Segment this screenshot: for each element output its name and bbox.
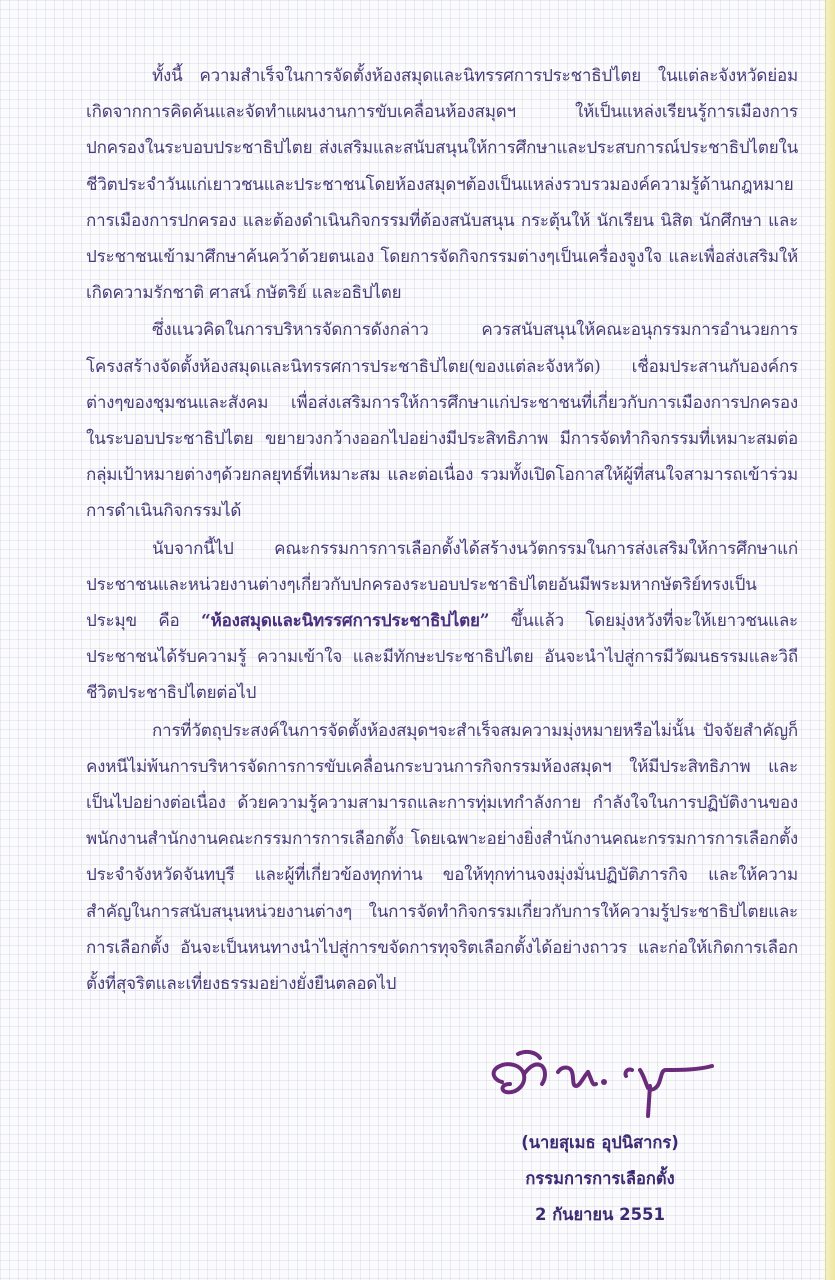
signatory-name: (นายสุเมธ อุปนิสากร) (521, 1133, 679, 1152)
signatory-title: กรรมการการเลือกตั้ง (525, 1169, 675, 1188)
page-edge (825, 0, 835, 1280)
library-name-emphasis: “ห้องสมุดและนิทรรศการประชาธิปไตย” (200, 611, 490, 632)
paragraph-4: การที่วัตถุประสงค์ในการจัดตั้งห้องสมุดฯจะสำเร็จสมความมุ่งหมายหรือไม่นั้น ปัจจัยสำคัญก็คงหนีไม่พ้นการบริหารจัดการการขับเคลื่อนกระบวนการกิจกรรมห้องสมุดฯ ให้มีประสิทธิภาพ และเป็นไปอย่างต่อเนื่อง ด้วยความรู้ความสามารถและการทุ่มเทกำลังกาย กำลังใจในการปฏิบัติงานของพนักงานสำนักงานคณะกรรมการการเลือกตั้ง โดยเฉพาะอย่างยิ่งสำนักงานคณะกรรมการการเลือกตั้งประจำจังหวัดจันทบุรี และผู้ที่เกี่ยวข้องทุกท่าน ขอให้ทุกท่านจงมุ่งมั่นปฏิบัติภารกิจ และให้ความสำคัญในการสนับสนุนหน่วยงานต่างๆ ในการจัดทำกิจกรรมเกี่ยวกับการให้ความรู้ประชาธิปไตยและการเลือกตั้ง อันจะเป็นหนทางนำไปสู่การขจัดการทุจริตเลือกตั้งได้อย่างถาวร และก่อให้เกิดการเลือกตั้งที่สุจริตและเที่ยงธรรมอย่างยั่งยืนตลอดไป (86, 720, 798, 995)
signature-block (470, 1040, 730, 1250)
signature-date: 2 กันยายน 2551 (534, 1205, 666, 1224)
paragraph-3 (86, 531, 798, 712)
paragraph-1: ทั้งนี้ ความสำเร็จในการจัดตั้งห้องสมุดและนิทรรศการประชาธิปไตย ในแต่ละจังหวัดย่อมเกิดจากการคิดค้นและจัดทำแผนงานการขับเคลื่อนห้องสมุดฯ ให้เป็นแหล่งเรียนรู้การเมืองการปกครองในระบอบประชาธิปไตย ส่งเสริมและสนับสนุนให้การศึกษาและประสบการณ์ประชาธิปไตยในชีวิตประจำวันแก่เยาวชนและประชาชนโดยห้องสมุดฯต้องเป็นแหล่งรวบรวมองค์ความรู้ด้านกฎหมาย การเมืองการปกครอง และต้องดำเนินกิจกรรมที่ต้องสนับสนุน กระตุ้นให้ นักเรียน นิสิต นักศึกษา และประชาชนเข้ามาศึกษาค้นคว้าด้วยตนเอง โดยการจัดกิจกรรมต่างๆเป็นเครื่องจูงใจ และเพื่อส่งเสริมให้เกิดความรักชาติ ศาสน์ กษัตริย์ และอธิปไตย (86, 66, 798, 304)
document-body (86, 58, 798, 1002)
paragraph-3-tail: ขึ้นแล้ว โดยมุ่งหวังที่จะให้เยาวชนและประชาชนได้รับความรู้ ความเข้าใจ และมีทักษะประชาธิปไตย อันจะนำไปสู่การมีวัฒนธรรมและวิถีชีวิตประชาธิปไตยต่อไป (86, 611, 798, 704)
paragraph-2: ซึ่งแนวคิดในการบริหารจัดการดังกล่าว ควรสนับสนุนให้คณะอนุกรรมการอำนวยการโครงสร้างจัดตั้งห้องสมุดและนิทรรศการประชาธิปไตย(ของแต่ละจังหวัด) เชื่อมประสานกับองค์กรต่างๆของชุมชนและสังคม เพื่อส่งเสริมการให้การศึกษาแก่ประชาชนที่เกี่ยวกับการเมืองการปกครองในระบอบประชาธิปไตย ขยายวงกว้างออกไปอย่างมีประสิทธิภาพ มีการจัดทำกิจกรรมที่เหมาะสมต่อกลุ่มเป้าหมายต่างๆด้วยกลยุทธ์ที่เหมาะสม และต่อเนื่อง รวมทั้งเปิดโอกาสให้ผู้ที่สนใจสามารถเข้าร่วมการดำเนินกิจกรรมได้ (86, 320, 798, 522)
handwritten-signature (480, 1040, 720, 1135)
paragraph-3-lead: นับจากนี้ไป คณะกรรมการการเลือกตั้งได้สร้างนวัตกรรมในการส่งเสริมให้การศึกษาแก่ประชาชนและหน่วยงานต่างๆเกี่ยวกับปกครองระบอบประชาธิปไตยอันมีพระมหากษัตริย์ทรงเป็นประมุข คือ (86, 538, 798, 632)
